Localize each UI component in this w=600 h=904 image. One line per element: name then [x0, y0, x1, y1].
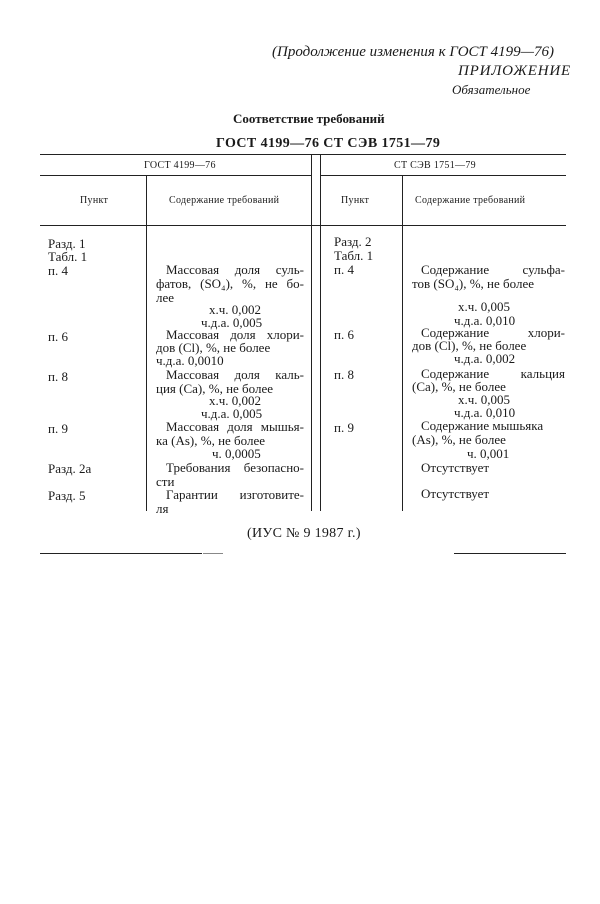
row3-right-content-1: Содержание кальция: [421, 366, 565, 381]
group-rule-right: [320, 175, 566, 176]
row4-right-val: ч. 0,001: [467, 446, 510, 461]
row3-right-item: п. 8: [334, 367, 354, 382]
row1-right-item-b: Табл. 1: [334, 248, 374, 263]
row1-left-content-2: фатов, (SO₄), %, не бо-: [156, 276, 304, 291]
row3-left-content-2: ция (Ca), %, не более: [156, 381, 274, 396]
row3-right-val-2: ч.д.а. 0,010: [454, 405, 516, 420]
row1-right-content-2: тов (SO₄), %, не более: [412, 276, 534, 291]
col-divider-3: [402, 176, 403, 511]
col-header-content-left: Содержание требований: [169, 195, 280, 206]
row5-left-item: Разд. 2а: [48, 461, 92, 476]
col-header-item-right: Пункт: [341, 195, 370, 206]
row2-right-item: п. 6: [334, 327, 354, 342]
row1-right-val-2: ч.д.а. 0,010: [454, 313, 516, 328]
row4-left-content-1: Массовая доля мышья-: [166, 419, 304, 434]
col-divider-2b: [320, 154, 321, 511]
mandatory-label: Обязательное: [452, 82, 531, 97]
row1-left-item-a: Разд. 1: [48, 236, 86, 251]
page-title: Соответствие требований: [233, 111, 385, 126]
row2-right-content-2: дов (Cl), %, не более: [412, 338, 527, 353]
row1-left-val-2: ч.д.а. 0,005: [201, 315, 263, 330]
row4-right-item: п. 9: [334, 420, 354, 435]
row2-left-content-2: дов (Cl), %, не более: [156, 340, 271, 355]
row6-left-content-1: Гарантии изготовите-: [166, 487, 304, 502]
row3-right-val-1: х.ч. 0,005: [458, 392, 511, 407]
row1-left-item-b: Табл. 1: [48, 249, 88, 264]
row4-right-content-1: Содержание мышьяка: [421, 418, 544, 433]
row1-left-content-1: Массовая доля суль-: [166, 262, 304, 277]
row2-right-val: ч.д.а. 0,002: [454, 351, 516, 366]
row4-left-val: ч. 0,0005: [212, 446, 261, 461]
col-divider-1: [146, 176, 147, 511]
group-rule-left: [40, 175, 311, 176]
row1-right-item-c: п. 4: [334, 262, 354, 277]
row1-left-item-c: п. 4: [48, 263, 68, 278]
row3-left-content-1: Массовая доля каль-: [166, 367, 304, 382]
row5-right-content: Отсутствует: [421, 460, 490, 475]
row2-left-content-1: Массовая доля хлори-: [166, 327, 304, 342]
col-header-content-right: Содержание требований: [415, 195, 526, 206]
row3-left-val-2: ч.д.а. 0,005: [201, 406, 263, 421]
footer-rule-left-dash: [203, 553, 223, 554]
row3-left-item: п. 8: [48, 369, 68, 384]
row2-left-item: п. 6: [48, 329, 68, 344]
row2-right-content-1: Содержание хлори-: [421, 325, 565, 340]
row3-left-val-1: х.ч. 0,002: [209, 393, 262, 408]
row6-left-item: Разд. 5: [48, 488, 86, 503]
footer-rule-right: [454, 553, 566, 554]
row1-left-val-1: х.ч. 0,002: [209, 302, 262, 317]
header-bottom-rule: [40, 225, 566, 226]
row1-right-val-1: х.ч. 0,005: [458, 299, 511, 314]
row5-left-content-1: Требования безопасно-: [166, 460, 304, 475]
page-subtitle: ГОСТ 4199—76 СТ СЭВ 1751—79: [216, 136, 441, 151]
row4-right-content-2: (As), %, не более: [412, 432, 506, 447]
continuation-note: (Продолжение изменения к ГОСТ 4199—76): [272, 44, 554, 60]
row3-right-content-2: (Ca), %, не более: [412, 379, 506, 394]
appendix-label: ПРИЛОЖЕНИЕ: [458, 63, 571, 79]
footer-rule-left: [40, 553, 202, 554]
row1-right-item-a: Разд. 2: [334, 234, 372, 249]
group-header-left: ГОСТ 4199—76: [144, 160, 216, 171]
table-top-rule: [40, 154, 566, 155]
row6-left-content-2: ля: [156, 501, 169, 516]
row2-left-content-3: ч.д.а. 0,0010: [156, 353, 224, 368]
row6-right-content: Отсутствует: [421, 486, 490, 501]
row4-left-content-2: ка (As), %, не более: [156, 433, 266, 448]
footer-note: (ИУС № 9 1987 г.): [247, 526, 361, 541]
row4-left-item: п. 9: [48, 421, 68, 436]
row1-right-content-1: Содержание сульфа-: [421, 262, 565, 277]
col-divider-2a: [311, 154, 312, 511]
group-header-right: СТ СЭВ 1751—79: [394, 160, 476, 171]
row1-left-content-3: лее: [156, 290, 175, 305]
row5-left-content-2: сти: [156, 474, 175, 489]
col-header-item-left: Пункт: [80, 195, 109, 206]
